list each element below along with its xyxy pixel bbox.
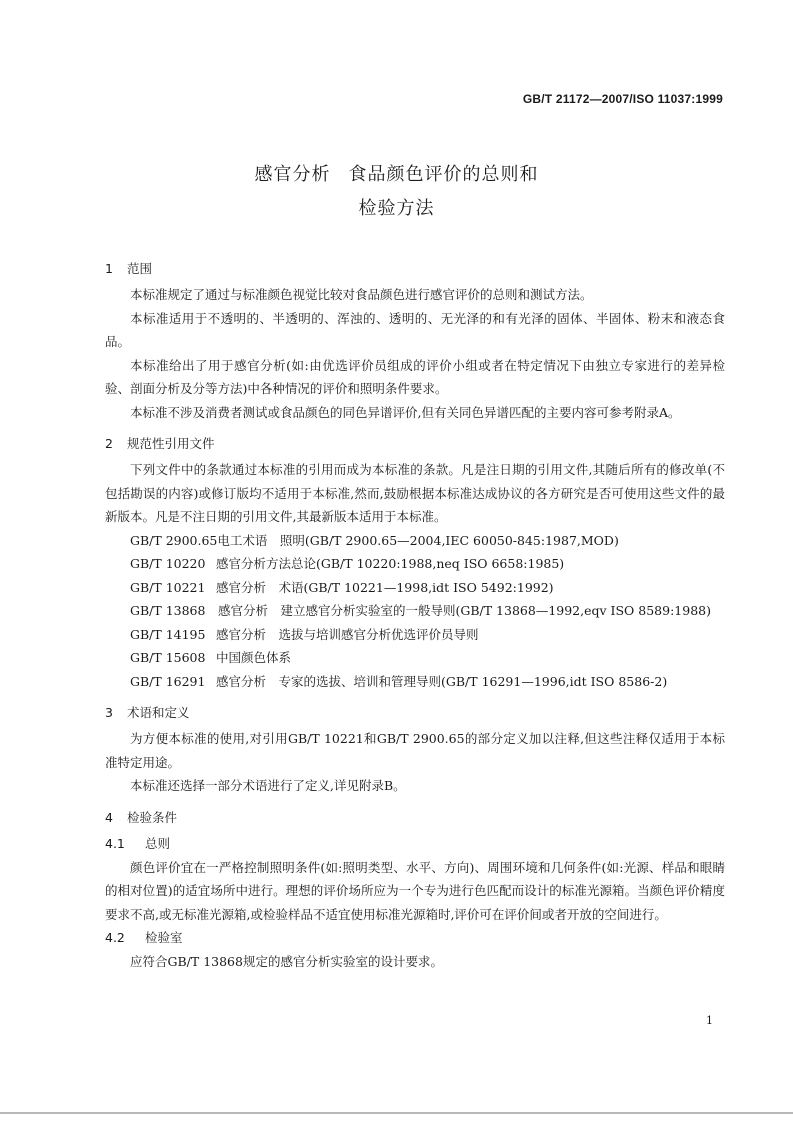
subsection-4-1-heading bbox=[105, 832, 725, 856]
subsection-4-2-heading bbox=[105, 926, 725, 950]
reference-item bbox=[105, 599, 725, 623]
subsection-title: 检验室 bbox=[145, 930, 183, 945]
reference-code: GB/T 16291 bbox=[130, 673, 206, 689]
paragraph: 本标准还选择一部分术语进行了定义,详见附录B。 bbox=[130, 778, 406, 793]
paragraph: 颜色评价宜在一严格控制照明条件(如:照明类型、水平、方向)、周围环境和几何条件(如:光源、样品和眼睛的相对位置)的适宜场所中进行。理想的评价场所应为一个专为进行色匹配而设计的标准光源箱。当颜色评价精度要求不高,或无标准光源箱,或检验样品不适宜使用标准光源箱时,评价可在评价间或者开放的空间进行。 bbox=[105, 859, 725, 922]
section-4-heading bbox=[105, 804, 725, 832]
reference-item bbox=[105, 529, 725, 553]
standard-code: GB/T 21172—2007/ISO 11037:1999 bbox=[522, 92, 723, 106]
reference-code: GB/T 15608 bbox=[130, 650, 206, 665]
reference-code: GB/T 13868 bbox=[130, 603, 206, 618]
reference-text: 感官分析 选拔与培训感官分析优选评价员导则 bbox=[216, 626, 479, 642]
reference-text: 感官分析方法总论(GB/T 10220:1988,neq ISO 6658:1985) bbox=[216, 556, 565, 571]
section-title: 范围 bbox=[127, 261, 153, 276]
subsection-number: 4.2 bbox=[105, 930, 125, 945]
reference-item bbox=[105, 576, 725, 600]
title-line-1 bbox=[0, 158, 793, 192]
paragraph: 本标准给出了用于感官分析(如:由优选评价员组成的评价小组或者在特定情况下由独立专家进行的差异检验、剖面分析及分等方法)中各种情况的评价和照明条件要求。 bbox=[105, 357, 725, 396]
reference-code: GB/T 2900.65 bbox=[130, 532, 218, 548]
section-number: 3 bbox=[105, 705, 113, 720]
reference-code: GB/T 10221 bbox=[130, 579, 206, 595]
section-title: 检验条件 bbox=[127, 809, 178, 825]
reference-text: 感官分析 术语(GB/T 10221—1998,idt ISO 5492:1992) bbox=[216, 579, 554, 595]
title-part-2: 食品颜色评价的总则和 bbox=[348, 164, 539, 185]
section-number: 1 bbox=[105, 261, 113, 276]
subsection-title: 总则 bbox=[145, 835, 171, 851]
paragraph: 本标准适用于不透明的、半透明的、浑浊的、透明的、无光泽的和有光泽的固体、半固体、粉末和液态食品。 bbox=[105, 310, 725, 349]
reference-item bbox=[105, 646, 725, 670]
paragraph: 本标准规定了通过与标准颜色视觉比较对食品颜色进行感官评价的总则和测试方法。 bbox=[130, 287, 593, 302]
paragraph: 应符合GB/T 13868规定的感官分析实验室的设计要求。 bbox=[130, 954, 443, 969]
page-title bbox=[0, 158, 793, 226]
title-part-1: 感官分析 bbox=[254, 164, 331, 185]
subsection-number: 4.1 bbox=[105, 835, 125, 851]
paragraph: 本标准不涉及消费者测试或食品颜色的同色异谱评价,但有关同色异谱匹配的主要内容可参考附录A。 bbox=[130, 404, 681, 420]
bottom-edge-line bbox=[0, 1112, 793, 1114]
section-title: 术语和定义 bbox=[127, 705, 190, 720]
reference-item bbox=[105, 623, 725, 647]
paragraph: 下列文件中的条款通过本标准的引用而成为本标准的条款。凡是注日期的引用文件,其随后所有的修改单(不包括勘误的内容)或修订版均不适用于本标准,然而,鼓励根据本标准达成协议的各方研究是否可使用这些文件的最新版本。凡是不注日期的引用文件,其最新版本适用于本标准。 bbox=[105, 462, 725, 524]
page-number: 1 bbox=[706, 1014, 713, 1027]
reference-text: 电工术语 照明(GB/T 2900.65—2004,IEC 60050-845:1987,MOD) bbox=[217, 532, 619, 548]
section-2-heading bbox=[105, 430, 725, 458]
section-title: 规范性引用文件 bbox=[127, 436, 215, 451]
reference-code: GB/T 10220 bbox=[130, 556, 206, 571]
reference-code: GB/T 14195 bbox=[130, 626, 206, 642]
reference-item bbox=[105, 552, 725, 576]
section-number: 4 bbox=[105, 809, 113, 825]
reference-item bbox=[105, 670, 725, 694]
section-number: 2 bbox=[105, 436, 113, 451]
paragraph: 为方便本标准的使用,对引用GB/T 10221和GB/T 2900.65的部分定义加以注释,但这些注释仅适用于本标准特定用途。 bbox=[105, 731, 725, 770]
section-3-heading bbox=[105, 699, 725, 727]
reference-text: 感官分析 建立感官分析实验室的一般导则(GB/T 13868—1992,eqv ISO 8589:1988) bbox=[217, 603, 711, 618]
section-1-heading bbox=[105, 255, 725, 283]
reference-text: 中国颜色体系 bbox=[216, 650, 292, 665]
title-line-2: 检验方法 bbox=[358, 198, 435, 219]
document-body bbox=[105, 255, 725, 974]
reference-text: 感官分析 专家的选拔、培训和管理导则(GB/T 16291—1996,idt ISO 8586-2) bbox=[216, 673, 668, 689]
